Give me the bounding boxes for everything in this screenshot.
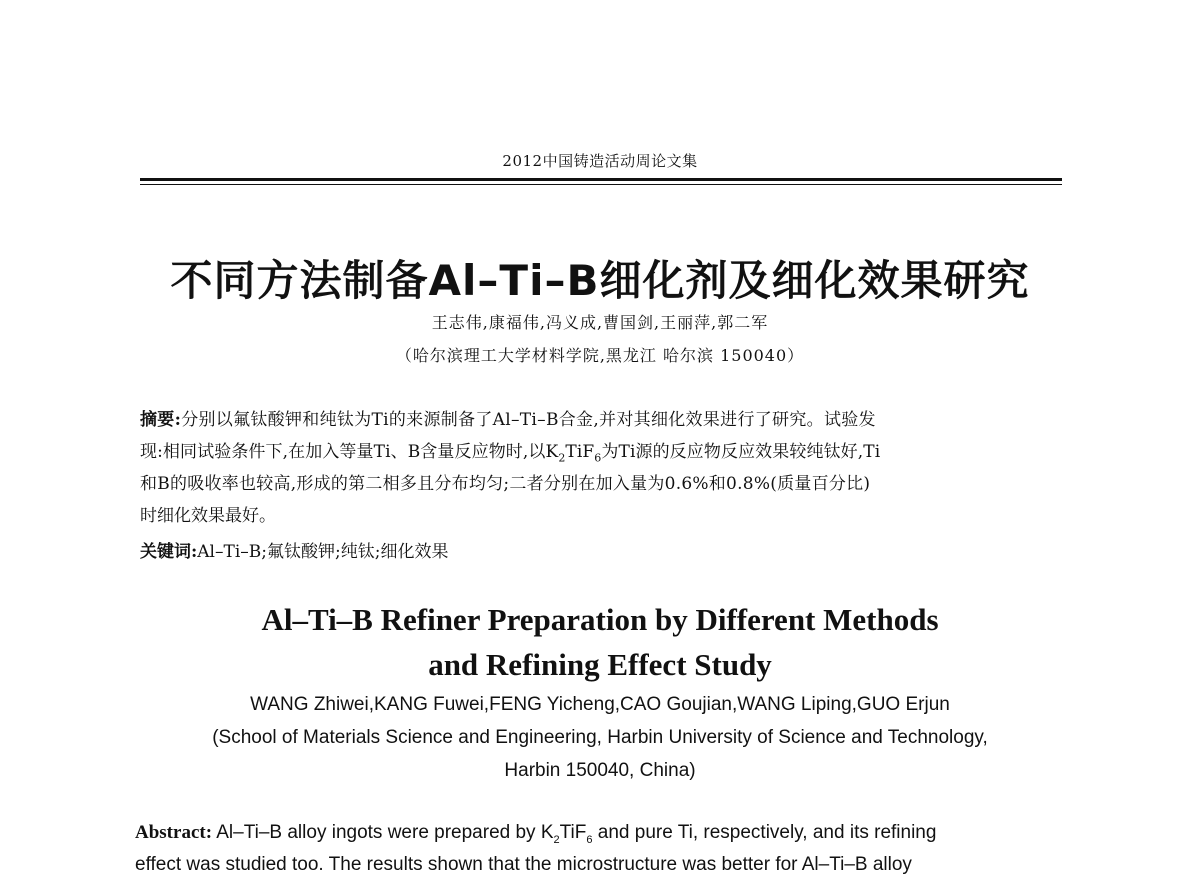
abstract-chinese-line-1 <box>140 405 876 430</box>
abstract-english-text-1c: and pure Ti, respectively, and its refining <box>592 822 937 843</box>
abstract-english-line-1 <box>135 822 936 846</box>
title-chinese: 不同方法制备Al–Ti–B细化剂及细化效果研究 <box>170 256 1030 305</box>
header-rule-thin <box>140 184 1062 185</box>
abstract-english-text-1b: TiF <box>559 822 587 843</box>
running-head: 2012中国铸造活动周论文集 <box>502 152 698 170</box>
abstract-chinese-line-3: 和B的吸收率也较高,形成的第二相多且分布均匀;二者分别在加入量为0.6%和0.8%(质量百分比) <box>140 474 871 494</box>
keywords-chinese <box>140 537 448 562</box>
subscript: 6 <box>586 833 593 846</box>
abstract-chinese-line-2 <box>140 437 880 464</box>
subscript: 2 <box>558 451 566 465</box>
header-rule-thick <box>140 178 1062 181</box>
affiliation-english-line-2: Harbin 150040, China) <box>504 760 696 781</box>
abstract-chinese-text-2b: TiF <box>565 442 595 462</box>
subscript: 2 <box>553 833 560 846</box>
title-english-line-1: Al–Ti–B Refiner Preparation by Different Methods <box>261 602 939 637</box>
abstract-label-english: Abstract: <box>135 822 213 843</box>
abstract-chinese-text-2a: 现:相同试验条件下,在加入等量Ti、B含量反应物时,以K <box>140 442 559 462</box>
keywords-chinese-text: Al–Ti–B;氟钛酸钾;纯钛;细化效果 <box>197 542 449 562</box>
abstract-chinese-line-4: 时细化效果最好。 <box>140 506 276 526</box>
affiliation-chinese: （哈尔滨理工大学材料学院,黑龙江 哈尔滨 150040） <box>395 346 805 365</box>
subscript: 6 <box>594 451 602 465</box>
abstract-english-text-1a: Al–Ti–B alloy ingots were prepared by K <box>212 822 554 843</box>
authors-english: WANG Zhiwei,KANG Fuwei,FENG Yicheng,CAO Goujian,WANG Liping,GUO Erjun <box>250 694 950 715</box>
abstract-label-chinese: 摘要: <box>140 410 182 430</box>
abstract-chinese-text-2c: 为Ti源的反应物反应效果较纯钛好,Ti <box>601 442 881 462</box>
abstract-chinese-text-1: 分别以氟钛酸钾和纯钛为Ti的来源制备了Al–Ti–B合金,并对其细化效果进行了研究。试验发 <box>181 410 876 430</box>
affiliation-english-line-1: (School of Materials Science and Engineering, Harbin University of Science and Technology, <box>212 727 988 748</box>
authors-chinese: 王志伟,康福伟,冯义成,曹国剑,王丽萍,郭二军 <box>431 313 769 332</box>
abstract-english-line-2: effect was studied too. The results shown that the microstructure was better for Al–Ti–B alloy <box>135 854 912 875</box>
keywords-label-chinese: 关键词: <box>140 542 198 562</box>
title-english-line-2: and Refining Effect Study <box>428 647 772 682</box>
